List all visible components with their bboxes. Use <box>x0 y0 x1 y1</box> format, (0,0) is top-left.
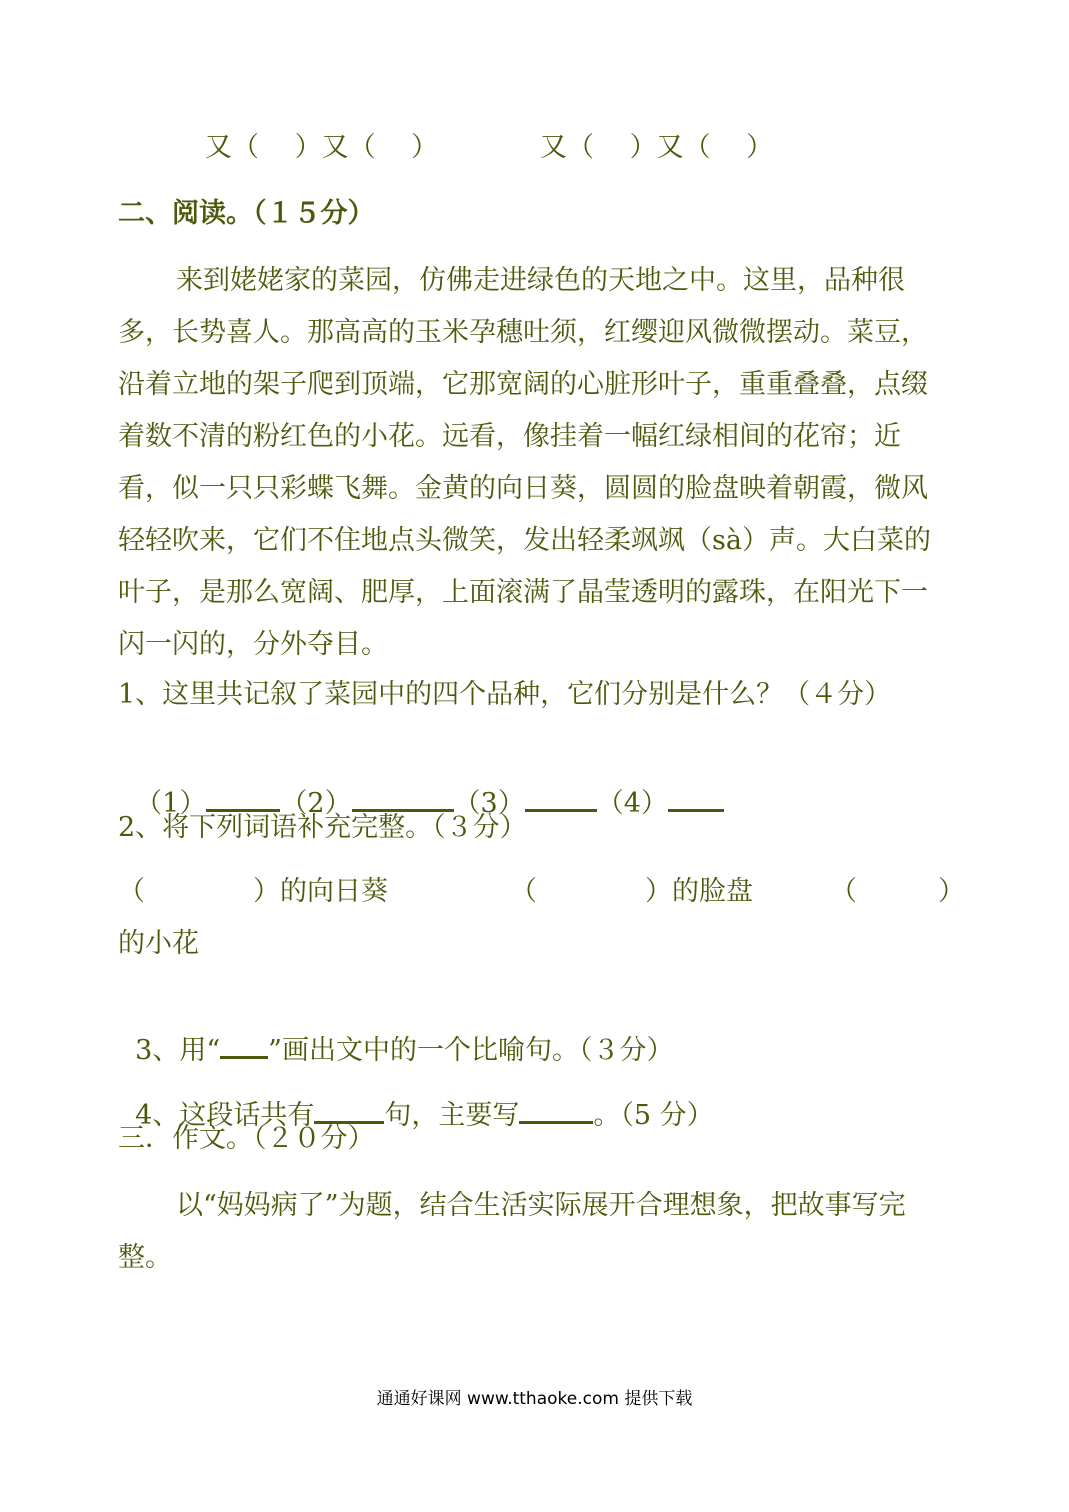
question-2: 2、将下列词语补充完整。（３分） <box>118 812 527 843</box>
question-1: 1、这里共记叙了菜园中的四个品种，它们分别是什么？（４分） <box>118 679 892 710</box>
section2-heading: 二、阅读。（１５分） <box>118 198 375 229</box>
top-line-right: 又（ ）又（ ） <box>540 132 774 163</box>
q3-prefix: 3、用“ <box>135 1035 221 1066</box>
answer-blank-3[interactable] <box>525 781 597 812</box>
answer-label-1: （1） <box>135 788 207 819</box>
q4-blank-topic[interactable] <box>519 1093 593 1124</box>
answer-label-3: （3） <box>453 788 525 819</box>
answer-label-4: （4） <box>596 788 668 819</box>
q4-part-b: 句，主要写 <box>384 1100 520 1131</box>
footer-source: 通通好课网 www.tthaoke.com 提供下载 <box>376 1389 693 1409</box>
answer-label-2: （2） <box>280 788 352 819</box>
q2-item-1: （ ）的向日葵 <box>118 876 388 907</box>
q2-item-3: （ ） <box>830 876 965 907</box>
reading-passage: 来到姥姥家的菜园，仿佛走进绿色的天地之中。这里，品种很多，长势喜人。那高高的玉米孕穗吐须，红缨迎风微微摆动。菜豆，沿着立地的架子爬到顶端，它那宽阔的心脏形叶子，重重叠叠，点缀着数不清的粉红色的小花。远看，像挂着一幅红绿相间的花帘；近看，似一只只彩蝶飞舞。金黄的向日葵，圆圆的脸盘映着朝霞，微风轻轻吹来，它们不住地点头微笑，发出轻柔飒飒（sà）声。大白菜的叶子，是那么宽阔、肥厚，上面滚满了晶莹透明的露珠，在阳光下一闪一闪的，分外夺目。 <box>118 265 931 660</box>
q2-item-3-tail: 的小花 <box>118 928 199 959</box>
q2-item-2: （ ）的脸盘 <box>510 876 753 907</box>
q4-part-c: 。（5 分） <box>593 1100 714 1131</box>
top-line-left: 又（ ）又（ ） <box>205 132 439 163</box>
section3-heading: 三．作文。（２０分） <box>118 1123 375 1154</box>
answer-blank-4[interactable] <box>668 781 724 812</box>
composition-prompt: 以“妈妈病了”为题，结合生活实际展开合理想象，把故事写完整。 <box>118 1190 906 1273</box>
q4-part-a: 4、这段话共有 <box>135 1100 315 1131</box>
q3-suffix: ”画出文中的一个比喻句。（３分） <box>268 1035 674 1066</box>
